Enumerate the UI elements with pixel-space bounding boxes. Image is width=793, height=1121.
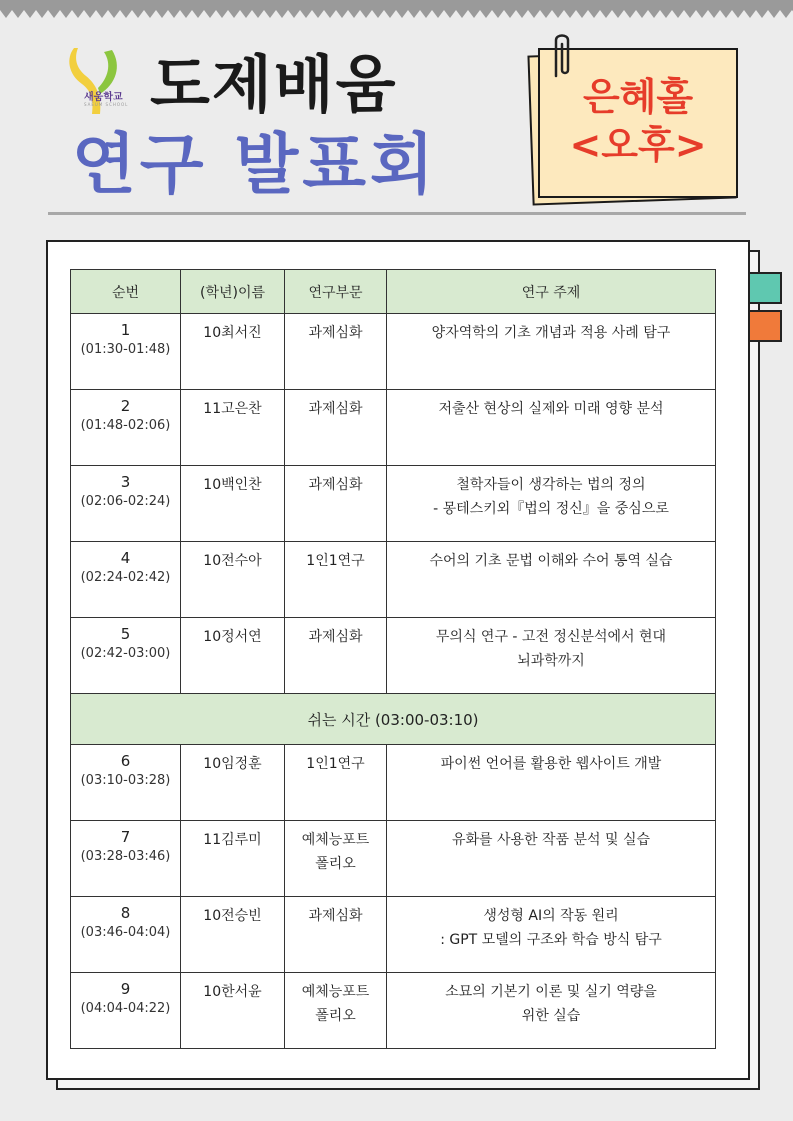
topic-cell (387, 542, 716, 618)
research-dept: 과제심화 (308, 325, 363, 341)
header-dept: 연구부문 (285, 270, 387, 314)
student-cell (181, 390, 285, 466)
order-number: 5 (120, 625, 131, 643)
time-slot: (01:48-02:06) (80, 418, 171, 433)
header-topic: 연구 주제 (387, 270, 716, 314)
tab-teal (746, 272, 782, 304)
order-number: 8 (120, 904, 131, 922)
student-name: 10정서연 (203, 629, 262, 645)
research-topic: 생성형 AI의 작동 원리 : GPT 모델의 구조와 학습 방식 탐구 (440, 908, 662, 948)
break-time: 쉬는 시간 (03:00-03:10) (71, 694, 716, 745)
topic-cell (387, 466, 716, 542)
table-row (71, 973, 716, 1049)
note-session: <오후> (569, 123, 707, 167)
topic-cell (387, 897, 716, 973)
order-number: 4 (120, 549, 131, 567)
note-venue: 은혜홀 (582, 75, 694, 119)
paperclip-icon (548, 30, 578, 80)
student-name: 10임정훈 (203, 756, 262, 772)
order-cell (71, 390, 181, 466)
time-slot: (02:24-02:42) (80, 570, 171, 585)
order-cell (71, 897, 181, 973)
table-row (71, 314, 716, 390)
dept-cell (285, 390, 387, 466)
research-dept: 과제심화 (308, 908, 363, 924)
research-topic: 철학자들이 생각하는 법의 정의 - 몽테스키외『법의 정신』을 중심으로 (433, 477, 669, 517)
time-slot: (01:30-01:48) (80, 342, 171, 357)
header-divider (48, 212, 746, 215)
research-dept: 과제심화 (308, 629, 363, 645)
schedule-table (70, 269, 716, 1049)
dept-cell (285, 618, 387, 694)
order-cell (71, 745, 181, 821)
research-dept: 예체능포트 폴리오 (301, 832, 370, 872)
research-topic: 유화를 사용한 작품 분석 및 실습 (451, 832, 651, 848)
student-name: 10최서진 (203, 325, 262, 341)
tab-orange (746, 310, 782, 342)
student-cell (181, 466, 285, 542)
table-row (71, 821, 716, 897)
student-cell (181, 973, 285, 1049)
research-dept: 1인1연구 (306, 756, 365, 772)
break-row (71, 694, 716, 745)
logo-name: 새움학교 (84, 92, 123, 103)
student-cell (181, 618, 285, 694)
dept-cell (285, 745, 387, 821)
time-slot: (04:04-04:22) (80, 1001, 171, 1016)
title-line2: 연구 발표회 (72, 126, 438, 203)
order-cell (71, 973, 181, 1049)
student-cell (181, 897, 285, 973)
student-cell (181, 745, 285, 821)
time-slot: (02:06-02:24) (80, 494, 171, 509)
order-number: 6 (120, 752, 131, 770)
title-line1: 도제배움 (150, 48, 398, 121)
time-slot: (03:10-03:28) (80, 773, 171, 788)
topic-cell (387, 618, 716, 694)
order-cell (71, 542, 181, 618)
order-cell (71, 821, 181, 897)
dept-cell (285, 466, 387, 542)
zigzag-border (0, 0, 793, 20)
order-number: 9 (120, 980, 131, 998)
time-slot: (02:42-03:00) (80, 646, 171, 661)
dept-cell (285, 314, 387, 390)
order-number: 7 (120, 828, 131, 846)
research-topic: 파이썬 언어를 활용한 웹사이트 개발 (440, 756, 662, 772)
table-row (71, 390, 716, 466)
student-name: 11고은찬 (203, 401, 262, 417)
table-row (71, 542, 716, 618)
header-name: (학년)이름 (181, 270, 285, 314)
table-row (71, 466, 716, 542)
order-cell (71, 314, 181, 390)
table-row (71, 897, 716, 973)
research-dept: 1인1연구 (306, 553, 365, 569)
order-number: 1 (120, 321, 131, 339)
dept-cell (285, 542, 387, 618)
order-number: 2 (120, 397, 131, 415)
student-cell (181, 542, 285, 618)
order-cell (71, 618, 181, 694)
research-topic: 양자역학의 기초 개념과 적용 사례 탐구 (431, 325, 671, 341)
time-slot: (03:46-04:04) (80, 925, 171, 940)
header-order: 순번 (71, 270, 181, 314)
topic-cell (387, 314, 716, 390)
research-topic: 저출산 현상의 실제와 미래 영향 분석 (438, 401, 664, 417)
student-cell (181, 314, 285, 390)
research-dept: 과제심화 (308, 401, 363, 417)
student-name: 10전승빈 (203, 908, 262, 924)
time-slot: (03:28-03:46) (80, 849, 171, 864)
student-name: 10백인찬 (203, 477, 262, 493)
topic-cell (387, 390, 716, 466)
table-row (71, 618, 716, 694)
table-row (71, 745, 716, 821)
research-dept: 예체능포트 폴리오 (301, 984, 370, 1024)
student-cell (181, 821, 285, 897)
dept-cell (285, 897, 387, 973)
dept-cell (285, 821, 387, 897)
dept-cell (285, 973, 387, 1049)
research-topic: 수어의 기초 문법 이해와 수어 통역 실습 (429, 553, 673, 569)
topic-cell (387, 821, 716, 897)
student-name: 11김루미 (203, 832, 262, 848)
research-topic: 소묘의 기본기 이론 및 실기 역량을 위한 실습 (445, 984, 657, 1024)
research-topic: 무의식 연구 - 고전 정신분석에서 현대 뇌과학까지 (435, 629, 667, 669)
logo-subtitle: SAEUM SCHOOL (84, 102, 129, 107)
table-header-row (71, 270, 716, 314)
order-number: 3 (120, 473, 131, 491)
topic-cell (387, 745, 716, 821)
student-name: 10전수아 (203, 553, 262, 569)
student-name: 10한서윤 (203, 984, 262, 1000)
order-cell (71, 466, 181, 542)
topic-cell (387, 973, 716, 1049)
research-dept: 과제심화 (308, 477, 363, 493)
